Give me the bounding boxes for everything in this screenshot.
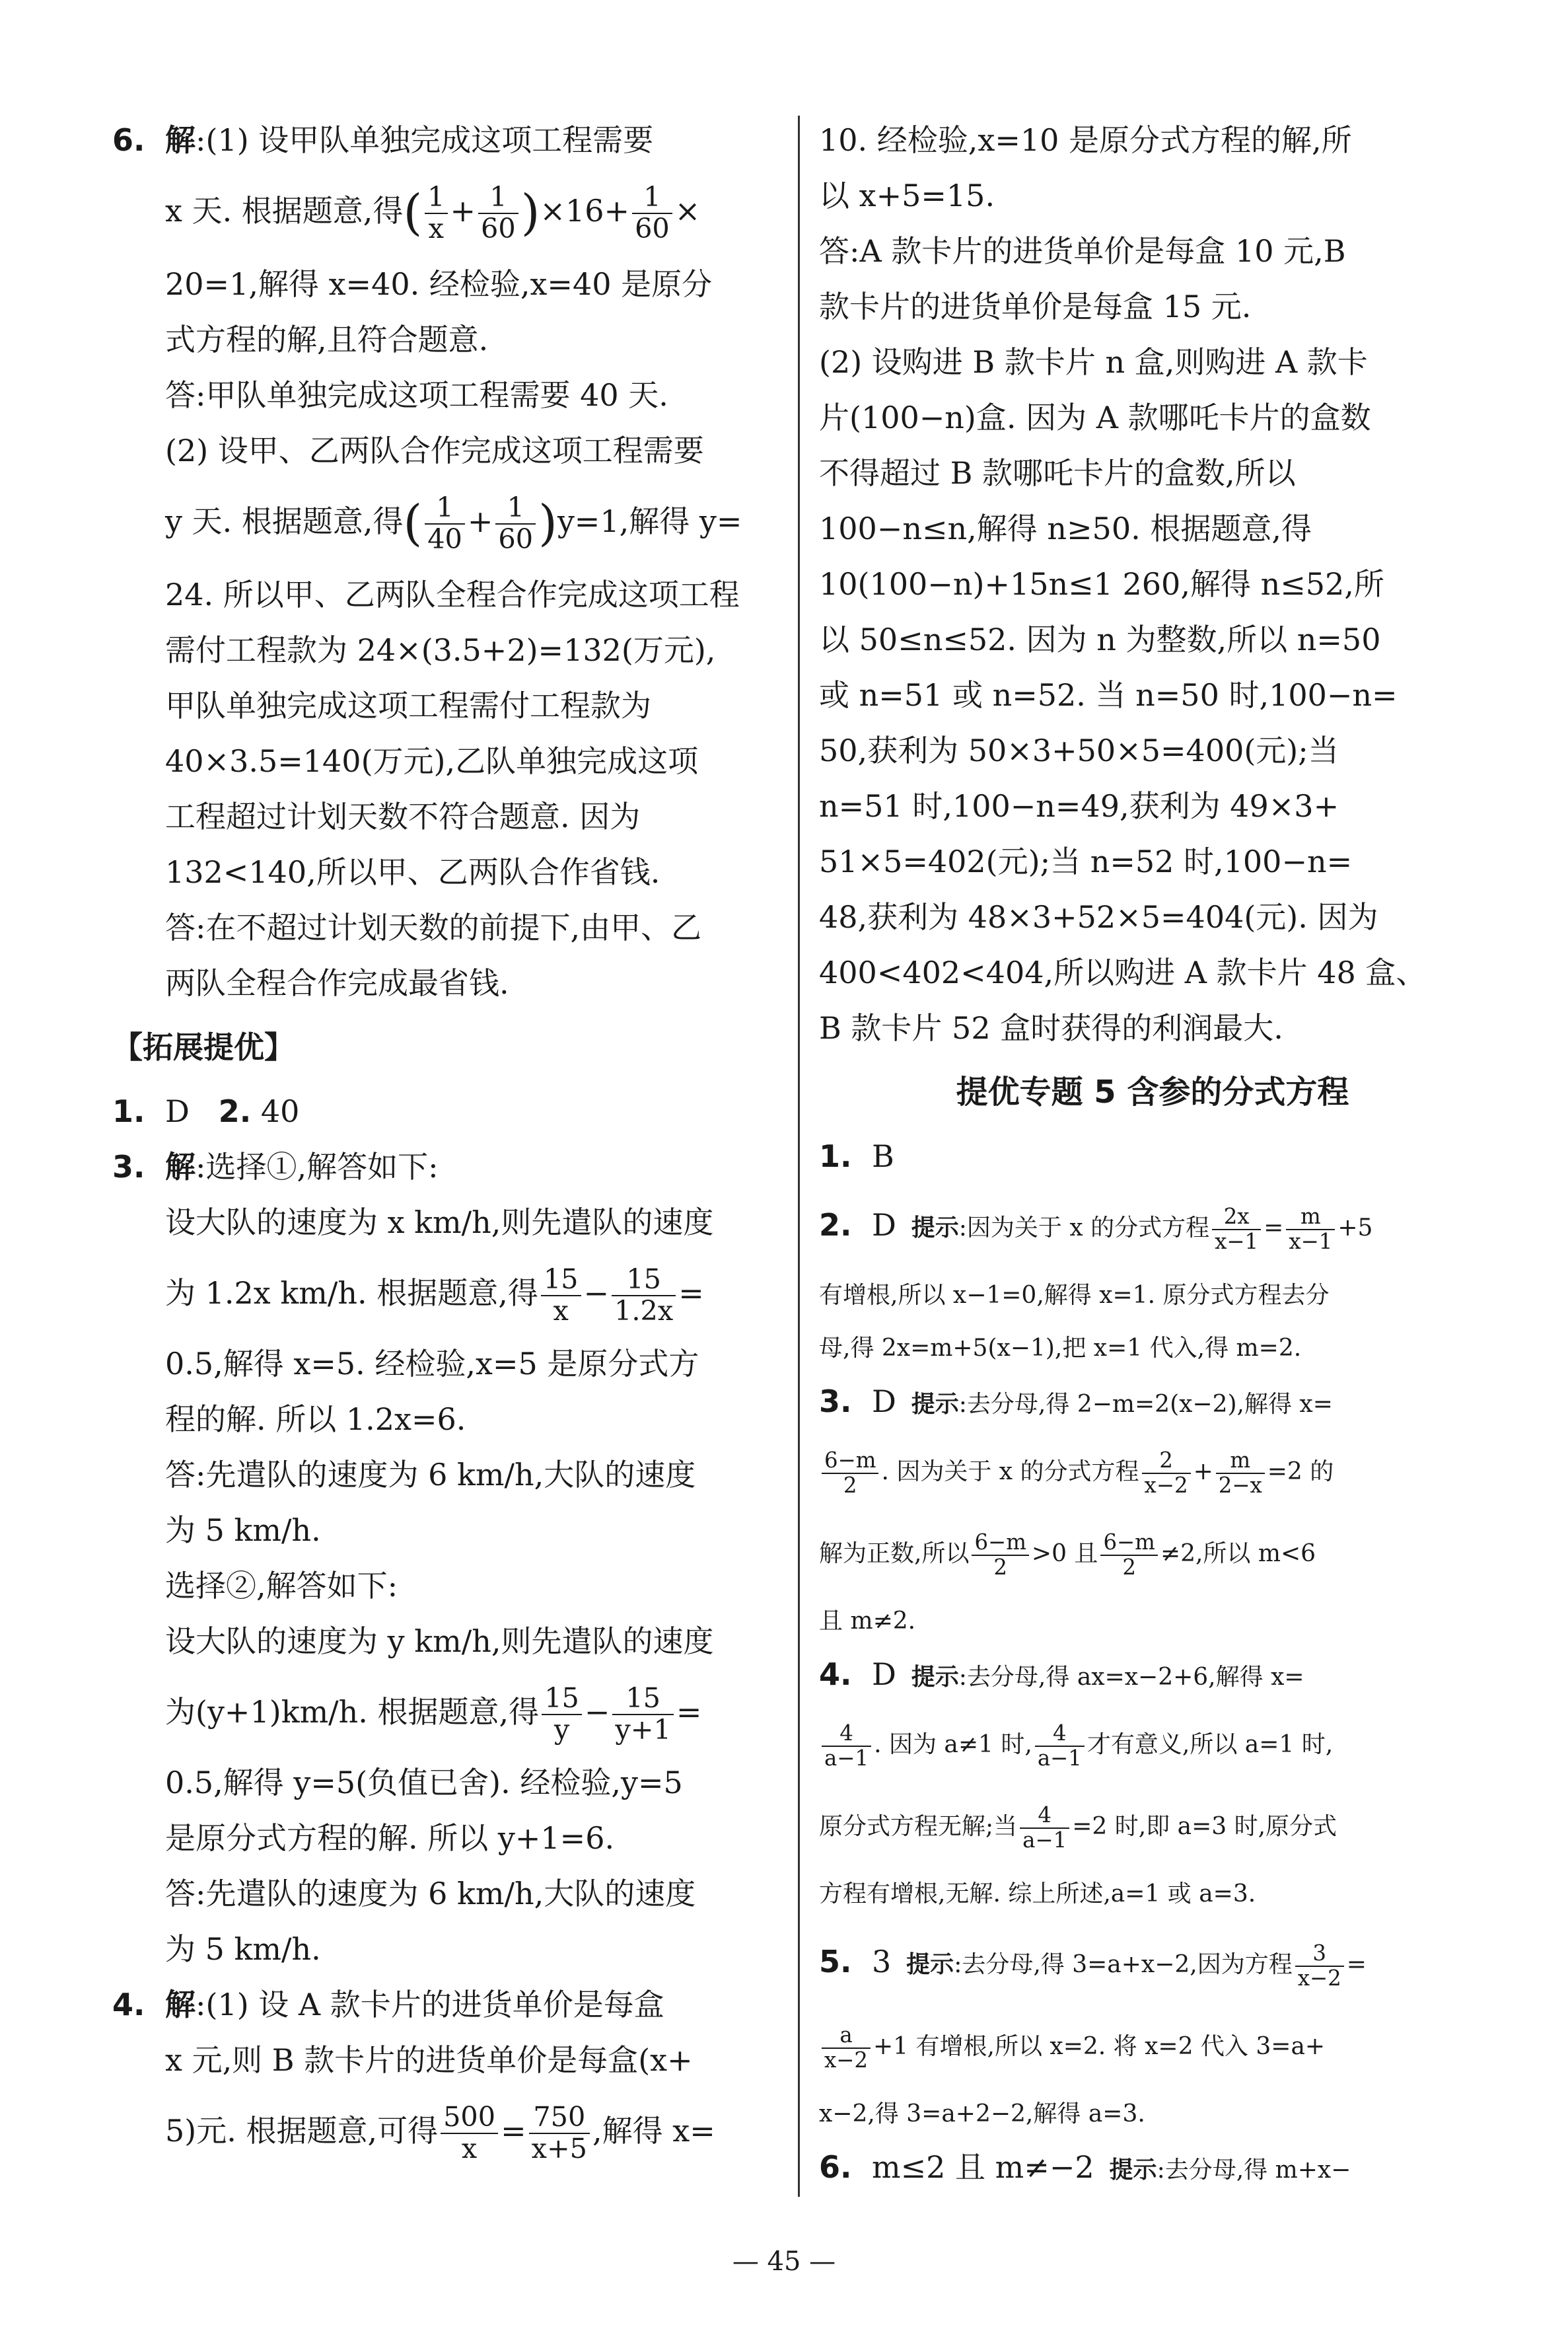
fraction — [632, 182, 672, 244]
answer-6-line-1 — [819, 2141, 1486, 2197]
question-number: 6. — [819, 2149, 852, 2185]
fraction-numerator: 4 — [1035, 1722, 1085, 1747]
paren-open: ( — [403, 496, 423, 552]
q3-text-11: 0.5,解得 y=5(负值已舍). 经检验,y=5 — [165, 1765, 683, 1800]
hint-text: :去分母,得 ax=x−2+6,解得 x= — [958, 1664, 1304, 1691]
answer-4-line-1 — [819, 1648, 1486, 1704]
hint-text: =2 时,即 a=3 时,原分式 — [1072, 1813, 1337, 1840]
fraction-numerator: 1 — [478, 182, 518, 214]
hint-text: x−2,得 3=a+2−2,解得 a=3. — [819, 2100, 1145, 2127]
q3-text-9: 设大队的速度为 y km/h,则先遣队的速度 — [165, 1623, 714, 1659]
fraction-denominator: y+1 — [615, 1714, 671, 1746]
answer-value: D — [872, 1384, 896, 1419]
q3-text-3a: 为 1.2x km/h. 根据题意,得 — [165, 1275, 538, 1311]
fraction — [495, 493, 536, 554]
q4-cont-4: 款卡片的进货单价是每盒 15 元. — [819, 289, 1252, 324]
fraction — [1020, 1804, 1069, 1852]
hint-text: +5 — [1337, 1214, 1373, 1241]
q4-cont-2: 以 x+5=15. — [819, 178, 995, 213]
fraction-denominator: x−2 — [1297, 1966, 1341, 1991]
q6-text-6: (2) 设甲、乙两队合作完成这项工程需要 — [165, 433, 704, 468]
q4-cont-15: 48,获利为 48×3+52×5=404(元). 因为 — [819, 899, 1378, 935]
fraction — [1212, 1205, 1261, 1253]
fraction-denominator: x — [553, 1295, 569, 1327]
q4-cont-6: 片(100−n)盒. 因为 A 款哪吒卡片的盒数 — [819, 400, 1371, 435]
fraction — [1035, 1722, 1085, 1770]
q6-text-2b: ×16+ — [540, 193, 630, 229]
q6-text-2c: × — [674, 193, 701, 229]
answer-1 — [819, 1128, 1486, 1184]
q6-text-11: 40×3.5=140(万元),乙队单独完成这项 — [165, 743, 699, 779]
hint-text: = — [1346, 1951, 1367, 1978]
q4-cont-11: 或 n=51 或 n=52. 当 n=50 时,100−n= — [819, 677, 1398, 713]
fraction-numerator: 4 — [822, 1722, 871, 1747]
hint-text: +1 有增根,所以 x=2. 将 x=2 代入 3=a+ — [873, 2033, 1326, 2060]
minus-sign: − — [583, 1275, 610, 1311]
question-number: 4. — [819, 1656, 852, 1692]
fraction-numerator: 1 — [425, 493, 465, 525]
q6-text-10: 甲队单独完成这项工程需付工程款为 — [165, 688, 651, 723]
paren-close: ) — [520, 185, 540, 241]
hint-label: 提示 — [911, 1664, 959, 1691]
q4-cont-10: 以 50≤n≤52. 因为 n 为整数,所以 n=50 — [819, 622, 1381, 657]
q3-text-14: 为 5 km/h. — [165, 1931, 321, 1967]
plus-sign: + — [450, 193, 476, 229]
q4-cont-14: 51×5=402(元);当 n=52 时,100−n= — [819, 844, 1353, 879]
q4-cont-17: B 款卡片 52 盒时获得的利润最大. — [819, 1010, 1283, 1046]
fraction-numerator: 15 — [612, 1265, 676, 1296]
plus-sign: + — [467, 503, 493, 539]
q4-cont-8: 100−n≤n,解得 n≥50. 根据题意,得 — [819, 511, 1312, 546]
fraction — [541, 1265, 581, 1326]
q3-solution-label: 解 — [165, 1149, 196, 1185]
fraction-denominator: 1.2x — [614, 1295, 674, 1327]
q6-line-1 — [112, 112, 776, 168]
q3-line-3 — [112, 1250, 776, 1336]
fraction-denominator: x−1 — [1289, 1229, 1333, 1254]
q6-answer-1: 答:甲队单独完成这项工程需要 40 天. — [165, 377, 668, 413]
fraction-denominator: x+5 — [531, 2133, 588, 2164]
minus-sign: − — [584, 1694, 610, 1730]
fraction-denominator: 2 — [843, 1473, 857, 1498]
fraction — [425, 182, 447, 244]
equals-sign: = — [501, 2113, 526, 2149]
question-number: 3. — [819, 1384, 852, 1419]
q6-number: 6. — [112, 122, 145, 158]
left-column — [112, 112, 776, 2174]
fraction — [1295, 1942, 1344, 1990]
fraction — [441, 2102, 498, 2164]
fraction — [612, 1265, 676, 1326]
hint-label: 提示 — [911, 1214, 959, 1241]
hint-label: 提示 — [911, 1391, 959, 1418]
fraction — [478, 182, 518, 244]
fraction — [1216, 1449, 1265, 1497]
question-number: 2. — [819, 1207, 852, 1243]
q6-text-9: 需付工程款为 24×(3.5+2)=132(万元), — [165, 632, 716, 668]
q3-text-10a: 为(y+1)km/h. 根据题意,得 — [165, 1694, 540, 1730]
q6-text-13: 132<140,所以甲、乙两队合作省钱. — [165, 854, 660, 890]
q4-line-3 — [112, 2088, 776, 2174]
q3-text-10b: = — [676, 1694, 702, 1730]
q3-text-2: 设大队的速度为 x km/h,则先遣队的速度 — [165, 1204, 714, 1240]
answer-4-line-3 — [819, 1786, 1486, 1868]
hint-text: :去分母,得 3=a+x−2,因为方程 — [954, 1951, 1293, 1978]
answer-2-line-1 — [819, 1184, 1486, 1269]
hint-text: 且 m≠2. — [819, 1607, 916, 1635]
q4-cont-3: 答:A 款卡片的进货单价是每盒 10 元,B — [819, 233, 1346, 269]
question-number: 5. — [819, 1944, 852, 1979]
q6-line-7 — [112, 478, 776, 567]
q6-line-2 — [112, 168, 776, 256]
question-number: 1. — [819, 1138, 852, 1174]
fraction-numerator: a — [822, 2024, 871, 2049]
fraction — [972, 1531, 1028, 1579]
fraction — [822, 1449, 878, 1497]
fraction-numerator: 3 — [1295, 1942, 1344, 1967]
q4-cont-16: 400<402<404,所以购进 A 款卡片 48 盒、 — [819, 955, 1427, 990]
fraction-numerator: 2x — [1212, 1205, 1261, 1230]
answer-value: D — [872, 1207, 896, 1243]
q6-text-7a: y 天. 根据题意,得 — [165, 503, 404, 539]
fraction — [529, 2102, 590, 2164]
fraction-denominator: 60 — [498, 523, 534, 555]
q3-text-7: 为 5 km/h. — [165, 1512, 321, 1548]
fraction-denominator: x−1 — [1215, 1229, 1259, 1254]
fraction-denominator: a−1 — [824, 1746, 869, 1771]
fraction — [612, 1683, 673, 1745]
fraction-numerator: 1 — [425, 182, 447, 214]
answer-3-line-1 — [819, 1375, 1486, 1431]
fraction — [1142, 1449, 1191, 1497]
q6-text-8: 24. 所以甲、乙两队全程合作完成这项工程 — [165, 577, 740, 612]
fraction — [1100, 1531, 1157, 1579]
answer-value: m≤2 且 m≠−2 — [872, 2149, 1094, 2185]
fraction-denominator: 2 — [1122, 1555, 1136, 1580]
fraction — [425, 493, 465, 554]
q4-cont-9: 10(100−n)+15n≤1 260,解得 n≤52,所 — [819, 566, 1384, 602]
fraction — [822, 1722, 871, 1770]
answer-3-line-2 — [819, 1431, 1486, 1513]
hint-text: =2 的 — [1267, 1458, 1334, 1485]
answer-value: D — [165, 1093, 190, 1129]
q6-text-12: 工程超过计划天数不符合题意. 因为 — [165, 799, 641, 834]
fraction-numerator: 6−m — [972, 1531, 1028, 1556]
answer-value: 3 — [872, 1944, 892, 1979]
q3-text-4: 0.5,解得 x=5. 经检验,x=5 是原分式方 — [165, 1346, 699, 1382]
fraction-denominator: x — [428, 213, 444, 244]
answer-3-line-3 — [819, 1513, 1486, 1595]
fraction-denominator: a−1 — [1037, 1746, 1082, 1771]
q4-cont-7: 不得超过 B 款哪吒卡片的盒数,所以 — [819, 455, 1296, 491]
q6-text-2a: x 天. 根据题意,得 — [165, 193, 404, 229]
q3-line-10 — [112, 1669, 776, 1755]
fraction-numerator: 1 — [495, 493, 536, 525]
hint-text: :因为关于 x 的分式方程 — [958, 1214, 1210, 1241]
q6-solution-label: 解 — [165, 122, 196, 158]
hint-text: . 因为关于 x 的分式方程 — [881, 1458, 1139, 1485]
hint-text: 才有意义,所以 a=1 时, — [1087, 1731, 1334, 1758]
q3-text-12: 是原分式方程的解. 所以 y+1=6. — [165, 1820, 615, 1856]
fraction-numerator: m — [1286, 1205, 1335, 1230]
fraction-denominator: 40 — [427, 523, 462, 555]
column-divider — [798, 116, 800, 2197]
fraction — [822, 2024, 871, 2072]
question-number: 1. — [112, 1093, 145, 1129]
fraction-numerator: 15 — [541, 1265, 581, 1296]
q6-text-7b: y=1,解得 y= — [557, 503, 742, 539]
answer-value: D — [872, 1656, 896, 1692]
q6-text-1: :(1) 设甲队单独完成这项工程需要 — [196, 122, 654, 158]
page-number: — 45 — — [732, 2246, 836, 2277]
q3-text-1: :选择①,解答如下: — [196, 1149, 439, 1185]
fraction-denominator: 60 — [635, 213, 670, 244]
fraction-denominator: 60 — [481, 213, 516, 244]
hint-text: . 因为 a≠1 时, — [874, 1731, 1032, 1758]
fraction-numerator: 15 — [542, 1683, 582, 1715]
fraction-denominator: 2 — [993, 1555, 1007, 1580]
question-number: 2. — [218, 1093, 252, 1129]
q4-cont-12: 50,获利为 50×3+50×5=400(元);当 — [819, 733, 1339, 768]
q3-text-6: 答:先遣队的速度为 6 km/h,大队的速度 — [165, 1457, 696, 1493]
q4-cont-5: (2) 设购进 B 款卡片 n 盒,则购进 A 款卡 — [819, 344, 1368, 380]
fraction-numerator: 1 — [632, 182, 672, 214]
fraction-denominator: y — [553, 1714, 570, 1746]
hint-text: :去分母,得 m+x− — [1157, 2157, 1351, 2184]
hint-label: 提示 — [906, 1951, 954, 1978]
hint-text: 母,得 2x=m+5(x−1),把 x=1 代入,得 m=2. — [819, 1335, 1302, 1362]
q6-answer-2a: 答:在不超过计划天数的前提下,由甲、乙 — [165, 910, 702, 945]
q4-text-1: :(1) 设 A 款卡片的进货单价是每盒 — [196, 1987, 664, 2022]
hint-text: 原分式方程无解;当 — [819, 1813, 1018, 1840]
answers-1-2 — [112, 1084, 776, 1139]
paren-open: ( — [403, 185, 423, 241]
fraction-numerator: 6−m — [1100, 1531, 1157, 1556]
q4-cont-1: 10. 经检验,x=10 是原分式方程的解,所 — [819, 122, 1352, 158]
fraction-numerator: 500 — [441, 2102, 498, 2134]
hint-text: 方程有增根,无解. 综上所述,a=1 或 a=3. — [819, 1880, 1256, 1907]
hint-text: 有增根,所以 x−1=0,解得 x=1. 原分式方程去分 — [819, 1282, 1330, 1309]
q3-text-8: 选择②,解答如下: — [165, 1568, 398, 1604]
q3-text-5: 程的解. 所以 1.2x=6. — [165, 1401, 466, 1437]
section-heading: 【拓展提优】 — [112, 1029, 295, 1065]
answer-value: B — [872, 1138, 894, 1174]
fraction-numerator: m — [1216, 1449, 1265, 1474]
q3-line-1 — [112, 1139, 776, 1195]
fraction-numerator: 2 — [1142, 1449, 1191, 1474]
special-topic-title: 提优专题 5 含参的分式方程 — [956, 1074, 1349, 1111]
answer-4-line-2 — [819, 1704, 1486, 1786]
equals-sign: = — [1264, 1214, 1284, 1241]
hint-text: 解为正数,所以 — [819, 1540, 970, 1567]
fraction-numerator: 6−m — [822, 1449, 878, 1474]
fraction-denominator: a−1 — [1022, 1827, 1067, 1853]
answer-value: 40 — [260, 1093, 300, 1129]
hint-text: >0 且 — [1031, 1540, 1098, 1567]
right-column — [819, 112, 1486, 2197]
q3-text-3b: = — [678, 1275, 704, 1311]
plus-sign: + — [1193, 1458, 1213, 1485]
q4-line-1 — [112, 1977, 776, 2032]
hint-text: :去分母,得 2−m=2(x−2),解得 x= — [958, 1391, 1333, 1418]
fraction-denominator: 2−x — [1218, 1473, 1262, 1498]
q4-text-3b: ,解得 x= — [592, 2113, 715, 2149]
hint-label: 提示 — [1109, 2157, 1157, 2184]
fraction-numerator: 750 — [529, 2102, 590, 2134]
q4-text-3a: 5)元. 根据题意,可得 — [165, 2113, 439, 2149]
q4-text-2: x 元,则 B 款卡片的进货单价是每盒(x+ — [165, 2042, 693, 2078]
fraction-denominator: x−2 — [1144, 1473, 1188, 1498]
fraction — [1286, 1205, 1335, 1253]
q3-text-13: 答:先遣队的速度为 6 km/h,大队的速度 — [165, 1876, 696, 1911]
q4-solution-label: 解 — [165, 1987, 196, 2022]
paren-close: ) — [538, 496, 557, 552]
q6-answer-2b: 两队全程合作完成最省钱. — [165, 965, 509, 1001]
q4-number: 4. — [112, 1987, 145, 2022]
hint-text: ≠2,所以 m<6 — [1160, 1540, 1316, 1567]
fraction-numerator: 15 — [612, 1683, 673, 1715]
answer-5-line-2 — [819, 2006, 1486, 2088]
q6-text-3: 20=1,解得 x=40. 经检验,x=40 是原分 — [165, 266, 713, 302]
fraction-denominator: x−2 — [824, 2048, 869, 2073]
fraction-denominator: x — [461, 2133, 478, 2164]
answer-5-line-1 — [819, 1921, 1486, 2006]
fraction-numerator: 4 — [1020, 1804, 1069, 1829]
q3-number: 3. — [112, 1149, 145, 1185]
q6-text-4: 式方程的解,且符合题意. — [165, 322, 489, 357]
fraction — [542, 1683, 582, 1745]
q4-cont-13: n=51 时,100−n=49,获利为 49×3+ — [819, 788, 1339, 824]
